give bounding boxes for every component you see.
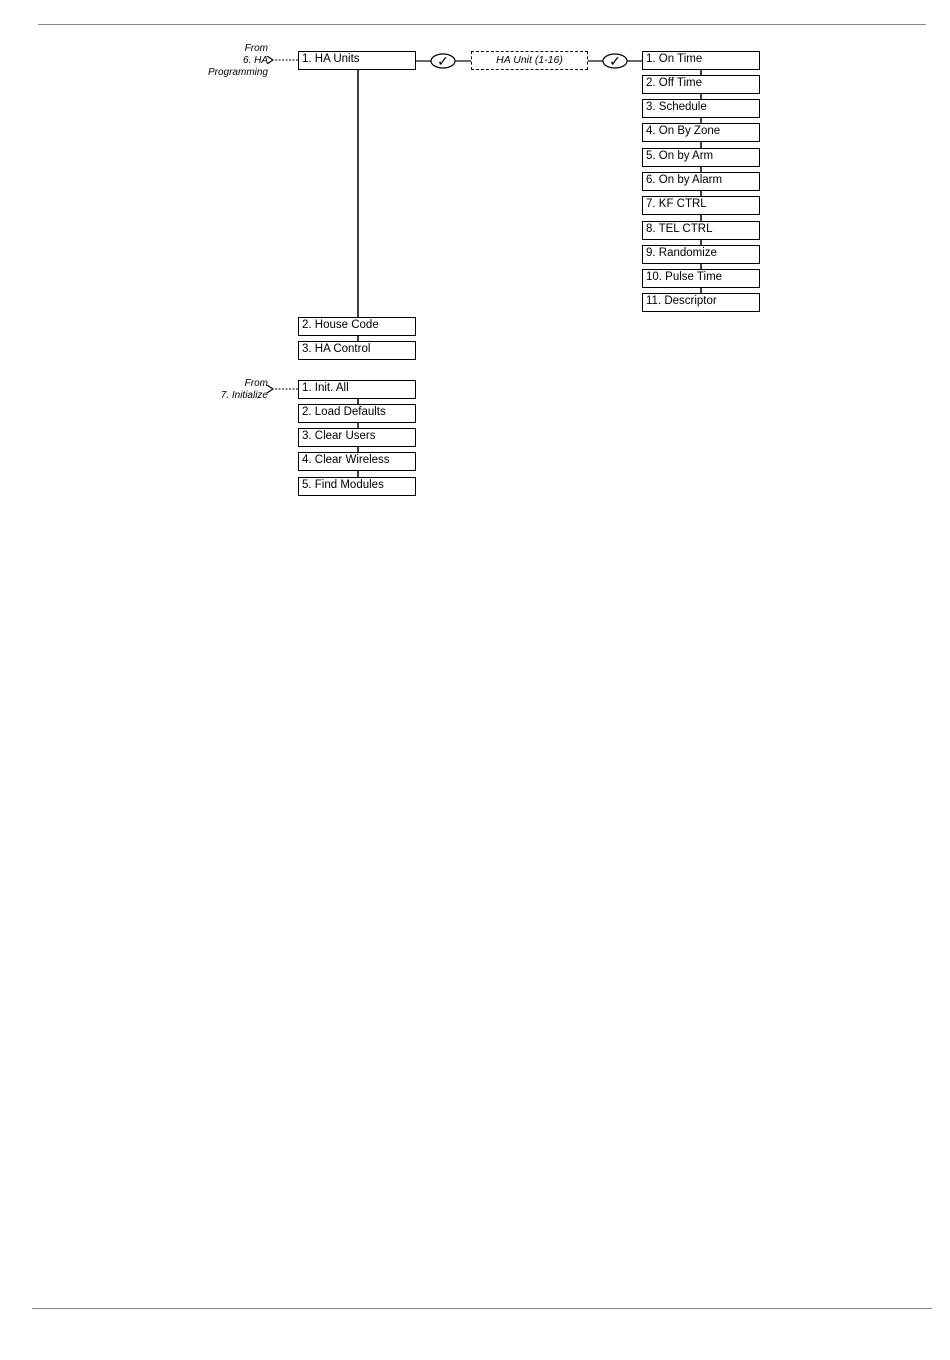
from-init-line-2: 7. Initialize: [220, 390, 268, 401]
ha-unit-range-box: HA Unit (1-16): [471, 51, 588, 70]
option-on-time: 1. On Time: [642, 51, 760, 70]
from-init-note: [221, 378, 268, 402]
load-defaults-box: 2. Load Defaults: [298, 404, 416, 423]
init-all-box: 1. Init. All: [298, 380, 416, 399]
option-descriptor: 11. Descriptor: [642, 293, 760, 312]
check-icon: ✓: [437, 53, 449, 69]
from-ha-line-3: Programming: [207, 67, 268, 78]
from-ha-line-1: From: [244, 43, 268, 54]
option-tel-ctrl: 8. TEL CTRL: [642, 221, 760, 240]
clear-users-box: 3. Clear Users: [298, 428, 416, 447]
from-init-line-1: From: [244, 378, 268, 389]
option-on-by-arm: 5. On by Arm: [642, 148, 760, 167]
option-on-by-zone: 4. On By Zone: [642, 123, 760, 142]
house-code-box: 2. House Code: [298, 317, 416, 336]
ha-units-box: 1. HA Units: [298, 51, 416, 70]
option-kf-ctrl: 7. KF CTRL: [642, 196, 760, 215]
option-schedule: 3. Schedule: [642, 99, 760, 118]
option-off-time: 2. Off Time: [642, 75, 760, 94]
option-pulse-time: 10. Pulse Time: [642, 269, 760, 288]
from-ha-line-2: 6. HA: [242, 55, 268, 66]
option-randomize: 9. Randomize: [642, 245, 760, 264]
clear-wireless-box: 4. Clear Wireless: [298, 452, 416, 471]
find-modules-box: 5. Find Modules: [298, 477, 416, 496]
option-on-by-alarm: 6. On by Alarm: [642, 172, 760, 191]
check-icon: ✓: [609, 53, 621, 69]
ha-control-box: 3. HA Control: [298, 341, 416, 360]
from-ha-note: [208, 43, 268, 79]
